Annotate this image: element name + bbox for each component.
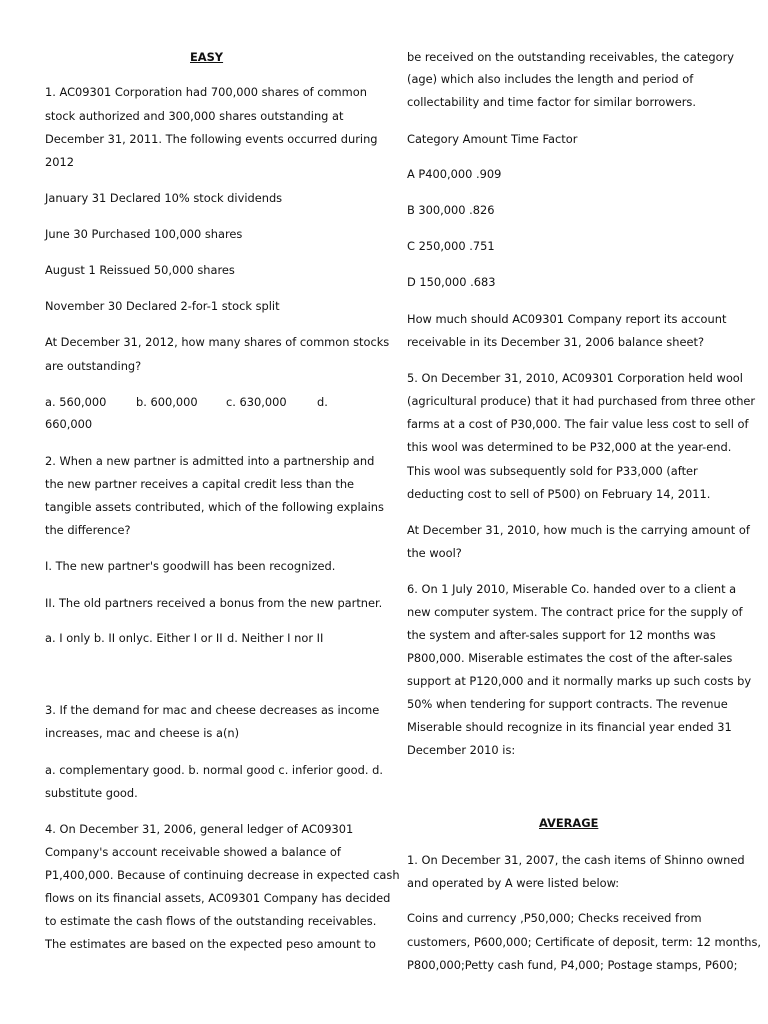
q1-text-line: stock authorized and 300,000 shares outstanding at [45, 109, 344, 123]
q6-text-line: Miserable should recognize in its financial year ended 31 [407, 720, 732, 734]
q2-text-line: the difference? [45, 523, 131, 537]
q6-text-line: support at P120,000 and it normally marks up such costs by [407, 674, 752, 688]
q1-question-line: At December 31, 2012, how many shares of common stocks [45, 335, 390, 349]
q4-text-line: P1,400,000. Because of continuing decrease in expected cash [45, 868, 400, 882]
q4-table-row: A P400,000 .909 [407, 167, 502, 181]
q6-text-line: the system and after-sales support for 12 months was [407, 628, 716, 642]
q3-text-line: 3. If the demand for mac and cheese decreases as income [45, 703, 380, 717]
q4-cont-line: (age) which also includes the length and period of [407, 72, 694, 86]
q5-text-line: farms at a cost of P30,000. The fair value less cost to sell of [407, 417, 749, 431]
q6-text-line: 6. On 1 July 2010, Miserable Co. handed over to a client a [407, 582, 737, 596]
q4-text-line: The estimates are based on the expected peso amount to [45, 937, 376, 951]
q5-question-line: At December 31, 2010, how much is the carrying amount of [407, 523, 750, 537]
q2-text-line: tangible assets contributed, which of the following explains [45, 500, 384, 514]
q6-text-line: December 2010 is: [407, 743, 516, 757]
q1-option-c: c. 630,000 [226, 395, 287, 409]
q4-text-line: to estimate the cash flows of the outstanding receivables. [45, 914, 377, 928]
q1-event: November 30 Declared 2-for-1 stock split [45, 299, 280, 313]
q4-table-row: C 250,000 .751 [407, 239, 495, 253]
q5-text-line: (agricultural produce) that it had purchased from three other [407, 394, 756, 408]
q1-option-d: d. [317, 395, 328, 409]
q2-text-line: 2. When a new partner is admitted into a partnership and [45, 454, 375, 468]
q5-text-line: deducting cost to sell of P500) on February 14, 2011. [407, 487, 711, 501]
q4-text-line: Company's account receivable showed a balance of [45, 845, 341, 859]
q4-text-line: flows on its financial assets, AC09301 Company has decided [45, 891, 391, 905]
q6-text-line: new computer system. The contract price for the supply of [407, 605, 743, 619]
q4-table-row: B 300,000 .826 [407, 203, 495, 217]
q4-table-header: Category Amount Time Factor [407, 132, 578, 146]
q1-event: June 30 Purchased 100,000 shares [45, 227, 243, 241]
q1-text-line: December 31, 2011. The following events occurred during [45, 132, 378, 146]
section-heading-average: AVERAGE [539, 816, 599, 830]
q1-question-line: are outstanding? [45, 359, 142, 373]
q2-option-d: d. Neither I nor II [227, 631, 324, 645]
q4-question-line: receivable in its December 31, 2006 balance sheet? [407, 335, 704, 349]
avg-q1-detail-line: Coins and currency ,P50,000; Checks received from [407, 911, 702, 925]
q5-text-line: This wool was subsequently sold for P33,000 (after [407, 464, 698, 478]
q5-text-line: this wool was determined to be P32,000 at the year-end. [407, 440, 732, 454]
q4-question-line: How much should AC09301 Company report its account [407, 312, 727, 326]
avg-q1-text-line: and operated by A were listed below: [407, 876, 620, 890]
q4-cont-line: collectability and time factor for similar borrowers. [407, 95, 696, 109]
q1-option-d-value: 660,000 [45, 417, 93, 431]
avg-q1-detail-line: customers, P600,000; Certificate of deposit, term: 12 months, [407, 935, 762, 949]
q1-text-line: 1. AC09301 Corporation had 700,000 shares of common [45, 85, 367, 99]
q6-text-line: P800,000. Miserable estimates the cost of the after-sales [407, 651, 733, 665]
q4-cont-line: be received on the outstanding receivables, the category [407, 50, 735, 64]
section-heading-easy: EASY [190, 50, 224, 64]
q1-event: August 1 Reissued 50,000 shares [45, 263, 235, 277]
q1-event: January 31 Declared 10% stock dividends [45, 191, 283, 205]
q2-text-line: the new partner receives a capital credit less than the [45, 477, 355, 491]
q1-option-a: a. 560,000 [45, 395, 107, 409]
avg-q1-detail-line: P800,000;Petty cash fund, P4,000; Postage stamps, P600; [407, 958, 738, 972]
q4-table-row: D 150,000 .683 [407, 275, 496, 289]
q5-text-line: 5. On December 31, 2010, AC09301 Corporation held wool [407, 371, 743, 385]
q2-statement-2: II. The old partners received a bonus from the new partner. [45, 596, 383, 610]
q3-text-line: increases, mac and cheese is a(n) [45, 726, 240, 740]
q2-options-abc: a. I only b. II onlyc. Either I or II [45, 631, 223, 645]
q1-text-line: 2012 [45, 155, 74, 169]
q1-option-b: b. 600,000 [136, 395, 198, 409]
q3-options-line: substitute good. [45, 786, 138, 800]
q3-options-line: a. complementary good. b. normal good c. inferior good. d. [45, 763, 383, 777]
avg-q1-text-line: 1. On December 31, 2007, the cash items of Shinno owned [407, 853, 745, 867]
q5-question-line: the wool? [407, 546, 462, 560]
q6-text-line: 50% when tendering for support contracts. The revenue [407, 697, 728, 711]
q4-text-line: 4. On December 31, 2006, general ledger of AC09301 [45, 822, 354, 836]
q2-statement-1: I. The new partner's goodwill has been recognized. [45, 559, 336, 573]
